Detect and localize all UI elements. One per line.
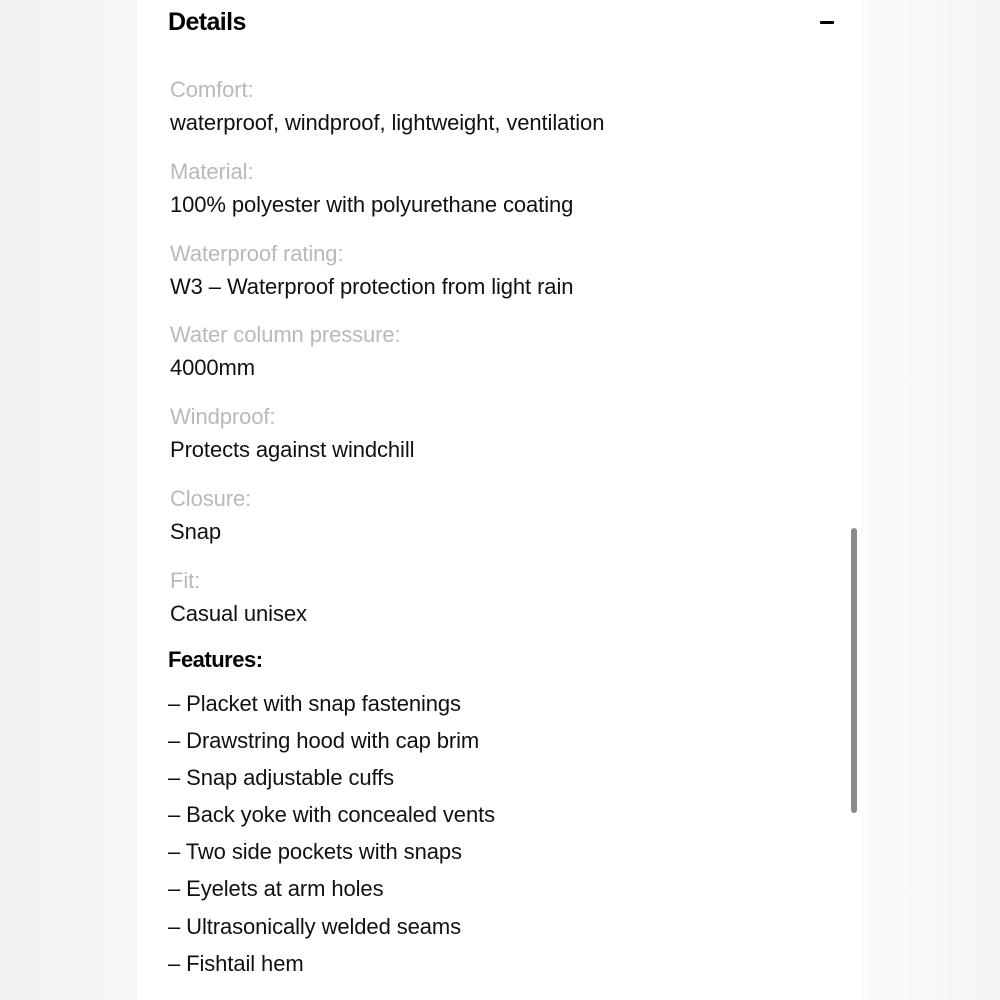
spec-value: Casual unisex [170,600,307,626]
features-heading: Features: [168,647,263,672]
details-panel [138,0,862,1000]
spec-label: Water column pressure: [170,322,401,348]
feature-item: – Snap adjustable cuffs [168,759,495,796]
feature-item: – Two side pockets with snaps [168,833,495,870]
spec-waterproof-rating [170,237,810,319]
spec-value: 100% polyester with polyurethane coating [170,191,574,217]
spec-windproof [170,400,810,482]
spec-comfort [170,73,810,155]
details-header[interactable] [168,4,834,40]
left-margin [0,0,138,1000]
spec-label: Material: [170,158,254,184]
spec-fit [170,564,810,646]
spec-label: Windproof: [170,404,276,430]
spec-water-column-pressure [170,318,810,400]
spec-value: Snap [170,518,221,544]
spec-label: Waterproof rating: [170,240,344,266]
feature-item: – Back yoke with concealed vents [168,796,495,833]
scrollbar-thumb[interactable] [851,528,857,813]
spec-label: Closure: [170,485,252,511]
feature-item: – Ultrasonically welded seams [168,908,495,945]
feature-item: – Eyelets at arm holes [168,870,495,907]
spec-value: 4000mm [170,355,255,381]
spec-closure [170,482,810,564]
minus-icon [820,21,834,24]
details-title: Details [168,7,246,36]
spec-value: Protects against windchill [170,437,415,463]
spec-value: waterproof, windproof, lightweight, ventilation [170,110,605,135]
features-list [168,685,495,982]
spec-list [170,73,810,646]
collapse-button[interactable] [806,8,834,36]
spec-label: Comfort: [170,77,254,102]
right-margin [862,0,1000,1000]
spec-material [170,155,810,237]
spec-value: W3 – Waterproof protection from light rain [170,273,574,299]
feature-item: – Fishtail hem [168,945,495,982]
spec-label: Fit: [170,567,201,593]
feature-item: – Placket with snap fastenings [168,685,495,722]
feature-item: – Drawstring hood with cap brim [168,722,495,759]
